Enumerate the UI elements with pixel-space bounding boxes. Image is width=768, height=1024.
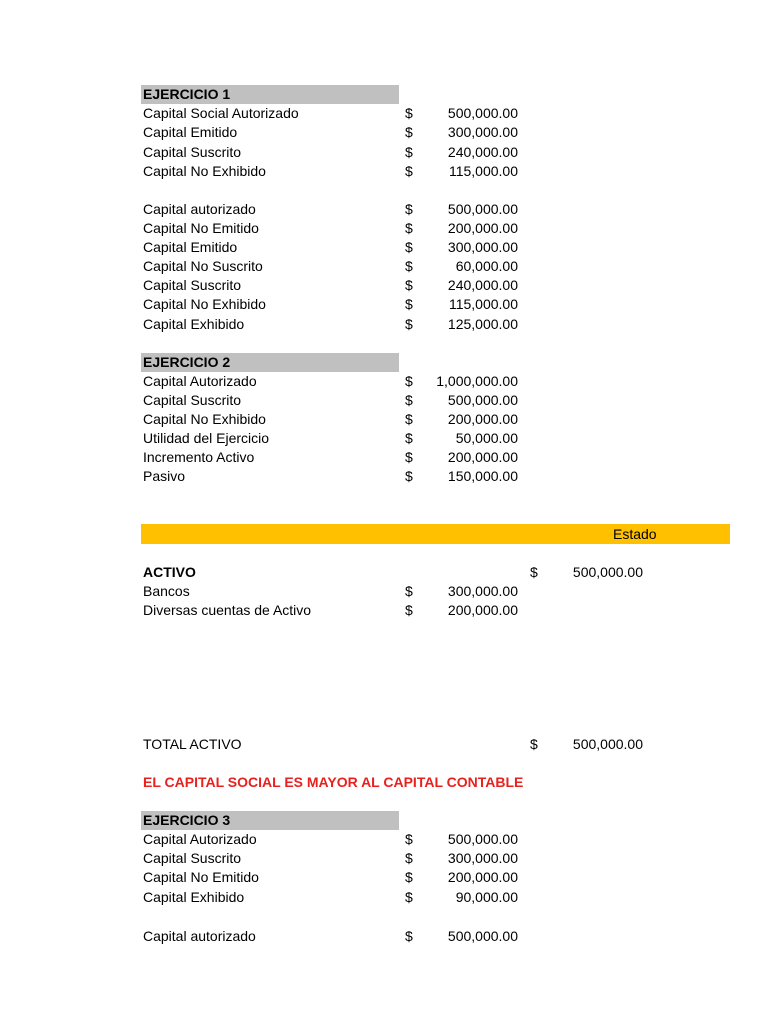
row-label: Capital Social Autorizado xyxy=(143,105,299,121)
ej1-header: EJERCICIO 1 xyxy=(143,86,231,102)
table-row[interactable] xyxy=(0,888,768,907)
row-label: Capital Autorizado xyxy=(143,373,257,389)
row-amount: 500,000.00 xyxy=(447,201,518,217)
row-amount: 125,000.00 xyxy=(447,316,518,332)
currency-symbol: $ xyxy=(405,220,413,236)
row-label: Diversas cuentas de Activo xyxy=(143,602,312,618)
row-amount: 115,000.00 xyxy=(448,296,518,312)
row-amount: 90,000.00 xyxy=(455,889,518,905)
row-amount: 200,000.00 xyxy=(447,449,518,465)
row-label: Utilidad del Ejercicio xyxy=(143,430,270,446)
row-label: Capital Emitido xyxy=(143,239,238,255)
currency-symbol: $ xyxy=(530,736,538,752)
row-amount: 500,000.00 xyxy=(447,392,518,408)
row-label: Capital No Emitido xyxy=(143,220,259,236)
table-row[interactable] xyxy=(0,200,768,219)
row-amount: 300,000.00 xyxy=(447,583,518,599)
row-label: Capital Suscrito xyxy=(143,392,242,408)
table-row[interactable] xyxy=(0,849,768,868)
table-row[interactable] xyxy=(0,410,768,429)
ej2-header-row[interactable] xyxy=(0,353,768,372)
row-amount: 500,000.00 xyxy=(447,928,518,944)
table-row[interactable] xyxy=(0,143,768,162)
table-row[interactable] xyxy=(0,467,768,486)
row-amount: 1,000,000.00 xyxy=(436,373,518,389)
row-label: Capital No Exhibido xyxy=(143,163,266,179)
currency-symbol: $ xyxy=(405,411,413,427)
currency-symbol: $ xyxy=(405,277,413,293)
table-row[interactable] xyxy=(0,123,768,142)
table-row[interactable] xyxy=(0,315,768,334)
row-label: Bancos xyxy=(143,583,190,599)
currency-symbol: $ xyxy=(405,850,413,866)
currency-symbol: $ xyxy=(405,831,413,847)
warning-row[interactable] xyxy=(0,773,768,792)
row-amount: 115,000.00 xyxy=(448,163,518,179)
table-row[interactable] xyxy=(0,276,768,295)
total-activo-label: TOTAL ACTIVO xyxy=(143,736,242,752)
table-row[interactable] xyxy=(0,257,768,276)
activo-label: ACTIVO xyxy=(143,564,196,580)
row-amount: 200,000.00 xyxy=(447,220,518,236)
row-label: Capital No Exhibido xyxy=(143,411,266,427)
table-row[interactable] xyxy=(0,601,768,620)
table-row[interactable] xyxy=(0,927,768,946)
row-label: Capital Exhibido xyxy=(143,316,245,332)
currency-symbol: $ xyxy=(405,163,413,179)
table-row[interactable] xyxy=(0,448,768,467)
currency-symbol: $ xyxy=(405,373,413,389)
currency-symbol: $ xyxy=(405,296,413,312)
row-amount: 240,000.00 xyxy=(447,144,518,160)
ej1-header-row[interactable] xyxy=(0,85,768,104)
table-row[interactable] xyxy=(0,372,768,391)
currency-symbol: $ xyxy=(405,124,413,140)
row-label: Capital Autorizado xyxy=(143,831,257,847)
currency-symbol: $ xyxy=(405,316,413,332)
row-label: Capital No Exhibido xyxy=(143,296,266,312)
currency-symbol: $ xyxy=(405,602,413,618)
table-row[interactable] xyxy=(0,295,768,314)
row-label: Capital Suscrito xyxy=(143,850,242,866)
currency-symbol: $ xyxy=(405,928,413,944)
activo-row[interactable] xyxy=(0,563,768,582)
row-label: Capital autorizado xyxy=(143,928,256,944)
activo-amount: 500,000.00 xyxy=(572,564,643,580)
row-amount: 50,000.00 xyxy=(455,430,518,446)
row-amount: 200,000.00 xyxy=(447,602,518,618)
table-row[interactable] xyxy=(0,830,768,849)
total-activo-row[interactable] xyxy=(0,735,768,754)
capital-warning-text: EL CAPITAL SOCIAL ES MAYOR AL CAPITAL CONTABLE xyxy=(143,774,524,790)
ej3-header-row[interactable] xyxy=(0,811,768,830)
table-row[interactable] xyxy=(0,391,768,410)
row-label: Capital No Suscrito xyxy=(143,258,263,274)
row-amount: 300,000.00 xyxy=(447,850,518,866)
row-amount: 240,000.00 xyxy=(447,277,518,293)
currency-symbol: $ xyxy=(530,564,538,580)
currency-symbol: $ xyxy=(405,869,413,885)
ej3-header: EJERCICIO 3 xyxy=(143,812,231,828)
row-label: Pasivo xyxy=(143,468,186,484)
row-label: Capital Emitido xyxy=(143,124,238,140)
table-row[interactable] xyxy=(0,238,768,257)
ej2-header: EJERCICIO 2 xyxy=(143,354,231,370)
row-amount: 300,000.00 xyxy=(447,124,518,140)
row-amount: 500,000.00 xyxy=(447,105,518,121)
row-amount: 60,000.00 xyxy=(455,258,518,274)
currency-symbol: $ xyxy=(405,392,413,408)
row-label: Capital No Emitido xyxy=(143,869,259,885)
row-label: Capital autorizado xyxy=(143,201,256,217)
currency-symbol: $ xyxy=(405,105,413,121)
row-label: Incremento Activo xyxy=(143,449,255,465)
currency-symbol: $ xyxy=(405,201,413,217)
currency-symbol: $ xyxy=(405,583,413,599)
table-row[interactable] xyxy=(0,104,768,123)
currency-symbol: $ xyxy=(405,468,413,484)
currency-symbol: $ xyxy=(405,144,413,160)
currency-symbol: $ xyxy=(405,258,413,274)
statement-banner-title: Estado xyxy=(613,526,657,542)
row-label: Capital Exhibido xyxy=(143,889,245,905)
row-amount: 200,000.00 xyxy=(447,411,518,427)
row-label: Capital Suscrito xyxy=(143,277,242,293)
row-amount: 200,000.00 xyxy=(447,869,518,885)
table-row[interactable] xyxy=(0,582,768,601)
currency-symbol: $ xyxy=(405,239,413,255)
table-row[interactable] xyxy=(0,219,768,238)
row-amount: 300,000.00 xyxy=(447,239,518,255)
row-amount: 150,000.00 xyxy=(447,468,518,484)
row-label: Capital Suscrito xyxy=(143,144,242,160)
total-activo-amount: 500,000.00 xyxy=(572,736,643,752)
table-row[interactable] xyxy=(0,162,768,181)
row-amount: 500,000.00 xyxy=(447,831,518,847)
table-row[interactable] xyxy=(0,868,768,887)
currency-symbol: $ xyxy=(405,889,413,905)
currency-symbol: $ xyxy=(405,449,413,465)
currency-symbol: $ xyxy=(405,430,413,446)
table-row[interactable] xyxy=(0,429,768,448)
statement-banner-row[interactable] xyxy=(0,524,768,544)
